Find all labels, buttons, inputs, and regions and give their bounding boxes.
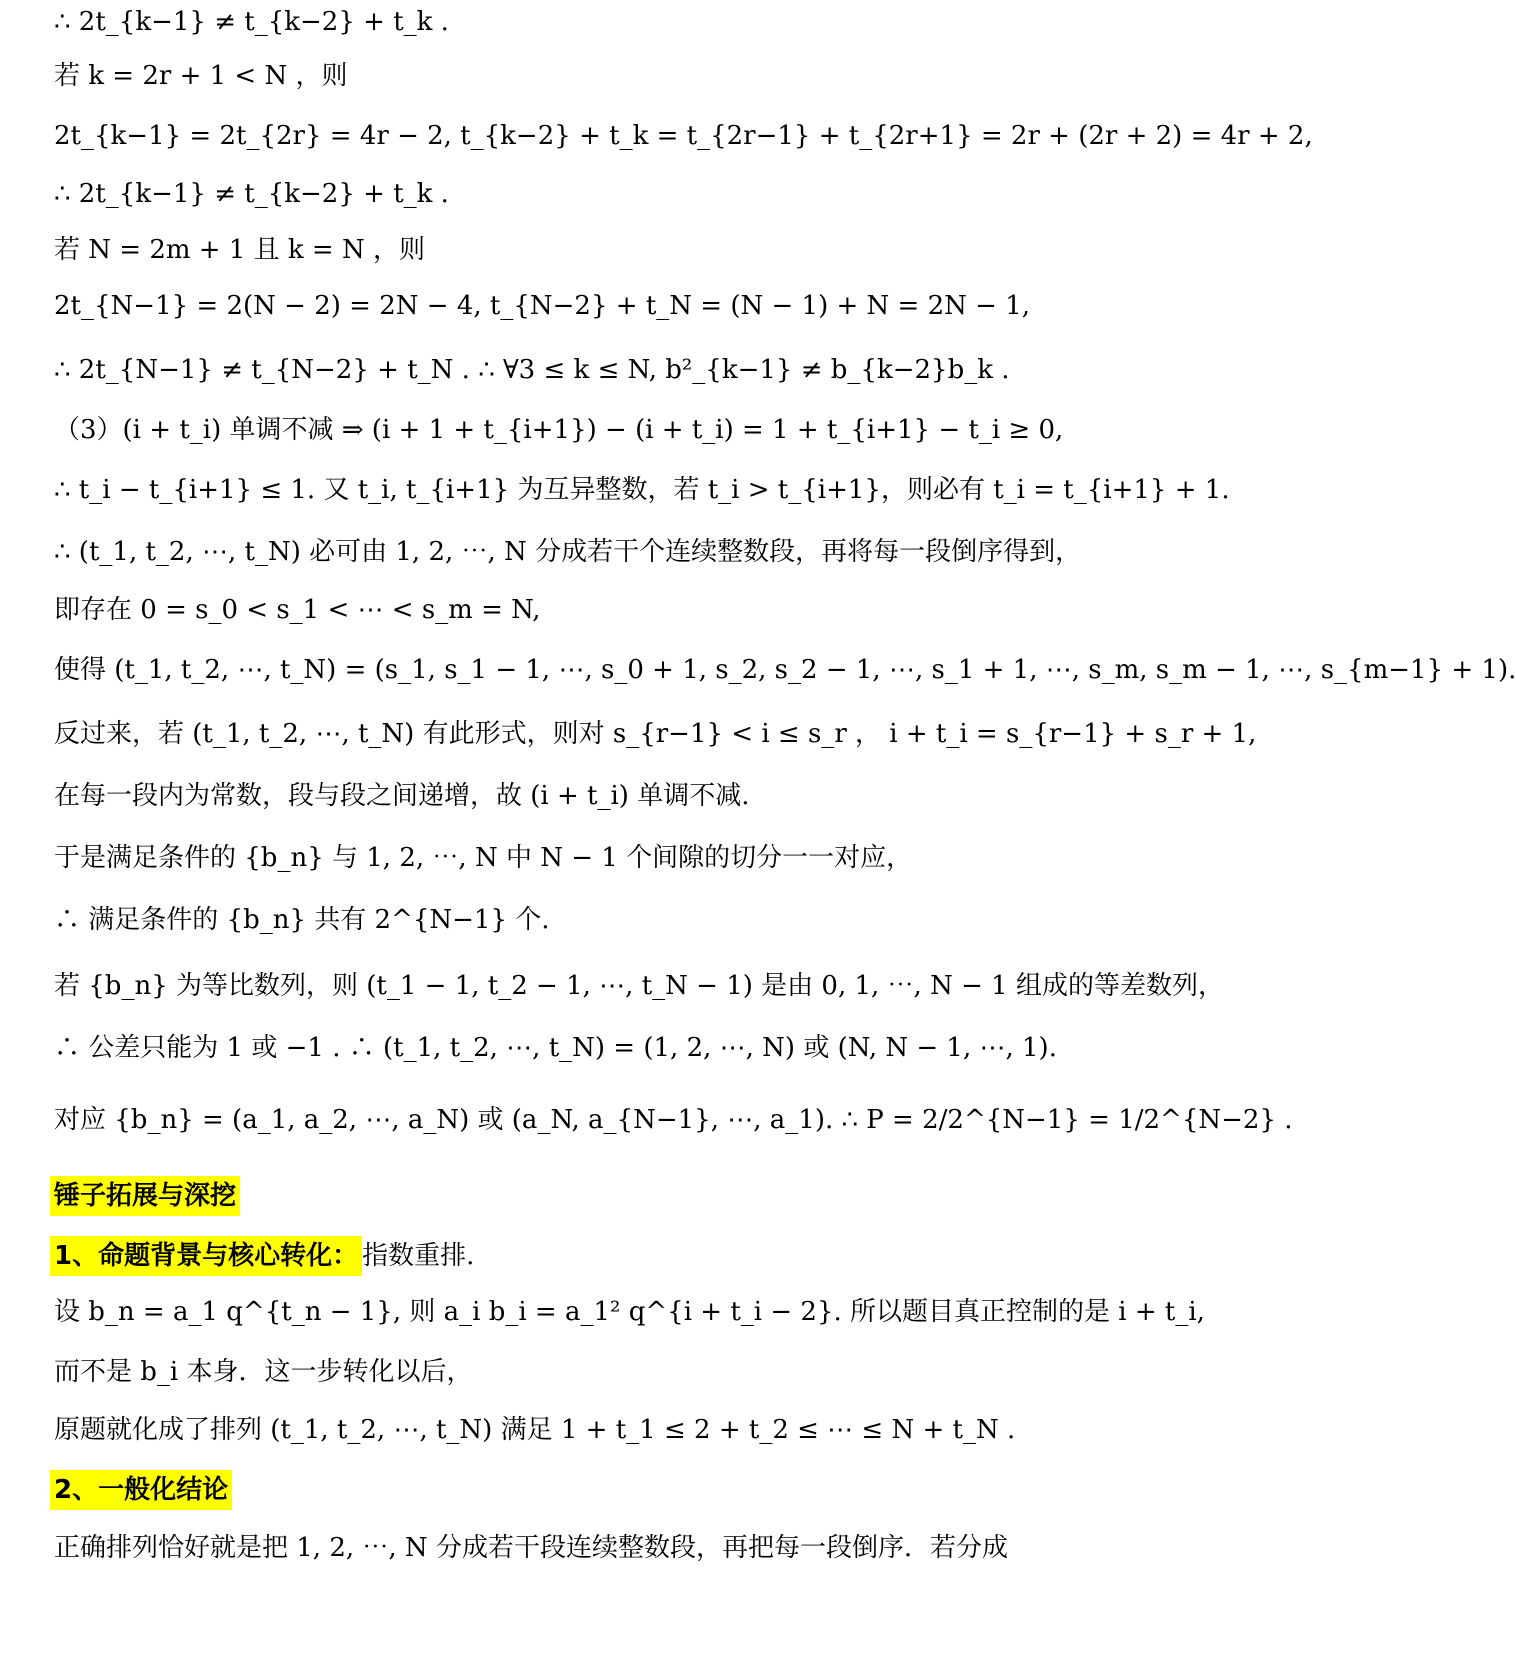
text-line: ∴ 2t_{k−1} ≠ t_{k−2} + t_k . (54, 7, 449, 37)
text-line: 若 k = 2r + 1 < N ，则 (54, 61, 348, 91)
text-line: 在每一段内为常数，段与段之间递增，故 (i + t_i) 单调不减. (54, 781, 750, 811)
section-title-line (54, 1176, 1054, 1216)
text-line: 设 b_n = a_1 q^{t_n − 1}, 则 a_i b_i = a_1² q^{i + t_i − 2}. 所以题目真正控制的是 i + t_i, (54, 1297, 1205, 1327)
text-line: 对应 {b_n} = (a_1, a_2, ⋯, a_N) 或 (a_N, a_{N−1}, ⋯, a_1). ∴ P = 2/2^{N−1} = 1/2^{N−2} . (54, 1105, 1293, 1135)
item1-heading-line (54, 1236, 1054, 1276)
text-line: ∴ t_i − t_{i+1} ≤ 1. 又 t_i, t_{i+1} 为互异整数，若 t_i > t_{i+1}，则必有 t_i = t_{i+1} + 1. (54, 475, 1230, 505)
text-line: 正确排列恰好就是把 1, 2, ⋯, N 分成若干段连续整数段，再把每一段倒序．若分成 (54, 1533, 1008, 1563)
text-line: （3）(i + t_i) 单调不减 ⇒ (i + 1 + t_{i+1}) − (i + t_i) = 1 + t_{i+1} − t_i ≥ 0, (54, 415, 1064, 445)
text-line: 原题就化成了排列 (t_1, t_2, ⋯, t_N) 满足 1 + t_1 ≤ 2 + t_2 ≤ ⋯ ≤ N + t_N . (54, 1415, 1016, 1445)
text-line: 使得 (t_1, t_2, ⋯, t_N) = (s_1, s_1 − 1, ⋯, s_0 + 1, s_2, s_2 − 1, ⋯, s_1 + 1, ⋯, s_m, s_m − 1, ⋯, s_{m−1} + 1). (54, 655, 1516, 685)
text-line: 2t_{k−1} = 2t_{2r} = 4r − 2, t_{k−2} + t_k = t_{2r−1} + t_{2r+1} = 2r + (2r + 2) = 4r + 2, (54, 121, 1313, 151)
text-line: 若 {b_n} 为等比数列，则 (t_1 − 1, t_2 − 1, ⋯, t_N − 1) 是由 0, 1, ⋯, N − 1 组成的等差数列， (54, 971, 1224, 1001)
text-line: ∴ 2t_{k−1} ≠ t_{k−2} + t_k . (54, 179, 449, 209)
text-line: 于是满足条件的 {b_n} 与 1, 2, ⋯, N 中 N − 1 个间隙的切分一一对应， (54, 843, 913, 873)
item1-rest: 指数重排. (362, 1241, 475, 1271)
text-line: ∴ (t_1, t_2, ⋯, t_N) 必可由 1, 2, ⋯, N 分成若干个连续整数段，再将每一段倒序得到， (54, 537, 1082, 567)
text-line: 若 N = 2m + 1 且 k = N ，则 (54, 235, 425, 265)
text-line: 即存在 0 = s_0 < s_1 < ⋯ < s_m = N, (54, 595, 541, 625)
text-line: 而不是 b_i 本身．这一步转化以后， (54, 1357, 473, 1387)
text-line: 反过来，若 (t_1, t_2, ⋯, t_N) 有此形式，则对 s_{r−1} < i ≤ s_r ， i + t_i = s_{r−1} + s_r + 1, (54, 719, 1257, 749)
item1-heading: 1、命题背景与核心转化： (50, 1236, 362, 1276)
text-line: 2t_{N−1} = 2(N − 2) = 2N − 4, t_{N−2} + t_N = (N − 1) + N = 2N − 1, (54, 291, 1031, 321)
section-title: 锤子拓展与深挖 (50, 1176, 240, 1216)
item2-heading: 2、一般化结论 (50, 1470, 232, 1510)
item2-heading-line (54, 1470, 1054, 1510)
text-line: ∴ 满足条件的 {b_n} 共有 2^{N−1} 个. (54, 905, 550, 935)
text-line: ∴ 2t_{N−1} ≠ t_{N−2} + t_N . ∴ ∀3 ≤ k ≤ N, b²_{k−1} ≠ b_{k−2}b_k . (54, 355, 1010, 385)
text-line: ∴ 公差只能为 1 或 −1 . ∴ (t_1, t_2, ⋯, t_N) = (1, 2, ⋯, N) 或 (N, N − 1, ⋯, 1). (54, 1033, 1057, 1063)
